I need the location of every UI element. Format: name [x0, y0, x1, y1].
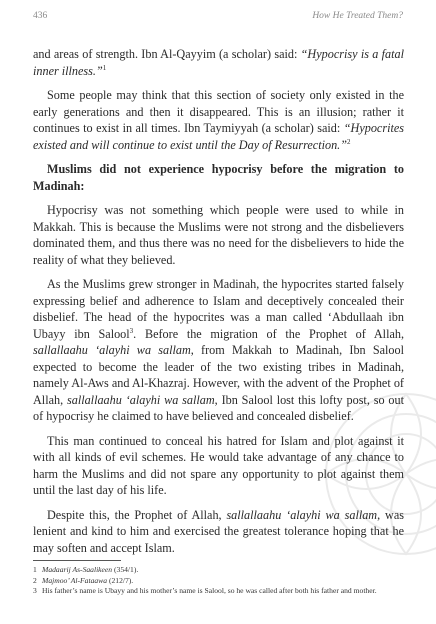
paragraph-4-text-d: , Ibn Salool lost this lofty post, so out of hypocrisy he claimed to have believed and concealed disbelief. [33, 392, 404, 423]
footnote-reference: (212/7). [107, 575, 134, 585]
footnote-ref-3: 3 [129, 326, 134, 335]
page-number: 436 [33, 11, 48, 21]
footnote-source-title: Madaarij As-Saalikeen [42, 565, 113, 574]
paragraph-1 [33, 46, 404, 79]
footnote-1 [33, 565, 404, 576]
paragraph-2 [33, 87, 404, 153]
quote-ibn-taymiyyah: “Hypocrites existed and will continue to exist until the Day of Resurrection.” [33, 121, 404, 152]
paragraph-1-text: and areas of strength. Ibn Al-Qayyim (a scholar) said: [33, 47, 301, 61]
paragraph-6-text-a: Despite this, the Prophet of Allah, [47, 507, 227, 522]
footnote-number: 2 [33, 575, 37, 585]
footnote-text: His father’s name is Ubayy and his mother’s name is Salool, so he was called after both his father and mother. [42, 586, 377, 595]
body-text [33, 46, 404, 564]
footnote-text [42, 576, 404, 587]
paragraph-6 [33, 507, 404, 557]
paragraph-5: This man continued to conceal his hatred for Islam and plot against it with all kinds of evil schemes. He would take advantage of any chance to harm the Muslims and did not spare any opportunity to plot against them until the last day of his life. [33, 433, 404, 497]
footnote-ref-2: 2 [347, 137, 351, 146]
running-header [33, 11, 403, 21]
salutation-italic: sallallaahu ‘alayhi wa sallam [66, 392, 215, 407]
footnote-text [42, 565, 404, 576]
footnote-source-title: Majmoo’ Al-Fataawa [42, 575, 108, 585]
footnote-number: 3 [33, 586, 37, 595]
running-title: How He Treated Them? [312, 11, 403, 21]
paragraph-4 [33, 276, 404, 425]
footnote-reference: (354/1). [112, 565, 139, 574]
quote-ibn-al-qayyim: “Hypocrisy is a fatal inner illness.” [33, 47, 405, 78]
footnote-number: 1 [33, 565, 37, 574]
paragraph-4-text-a: As the Muslims grew stronger in Madinah, the hypocrites started falsely expressing belief and adherence to Islam and deceptively concealed their disbelief. The head of the hypocrites was a man called ‘Abdullaah ibn Ubayy ibn Salool [33, 277, 404, 341]
paragraph-3: Hypocrisy was not something which people were used to while in Makkah. This is because the Muslims were not strong and the disbelievers dominated them, and thus there was no need for the disbelievers to hide the reality of what they believed. [33, 203, 404, 267]
footnote-2 [33, 576, 404, 587]
salutation-italic: sallallaahu ‘alayhi wa sallam [33, 343, 191, 357]
footnote-ref-1: 1 [102, 63, 107, 72]
footnote-divider [33, 560, 121, 561]
section-heading: Muslims did not experience hypocrisy before the migration to Madinah: [33, 162, 404, 193]
paragraph-6-text-b: , was lenient and kind to him and exercised the greatest tolerance hoping that he may soften and accept Islam. [33, 507, 404, 555]
paragraph-2-text: Some people may think that this section of society only existed in the early generations and then it disappeared. This is an illusion; rather it continues to exist in all times. Ibn Taymiyyah (a scholar) said: [33, 88, 404, 135]
paragraph-4-text-b: . Before the migration of the Prophet of Allah, [133, 326, 404, 341]
salutation-italic: sallallaahu ‘alayhi wa sallam [226, 507, 378, 522]
footnote-3 [33, 586, 404, 597]
paragraph-4-text-c: , from Makkah to Madinah, Ibn Salool expected to become the leader of the two existing tribes in Madinah, namely Al-Aws and Al-Khazraj. However, with the advent of the Prophet of Allah, [33, 343, 404, 407]
footnotes [33, 565, 404, 597]
